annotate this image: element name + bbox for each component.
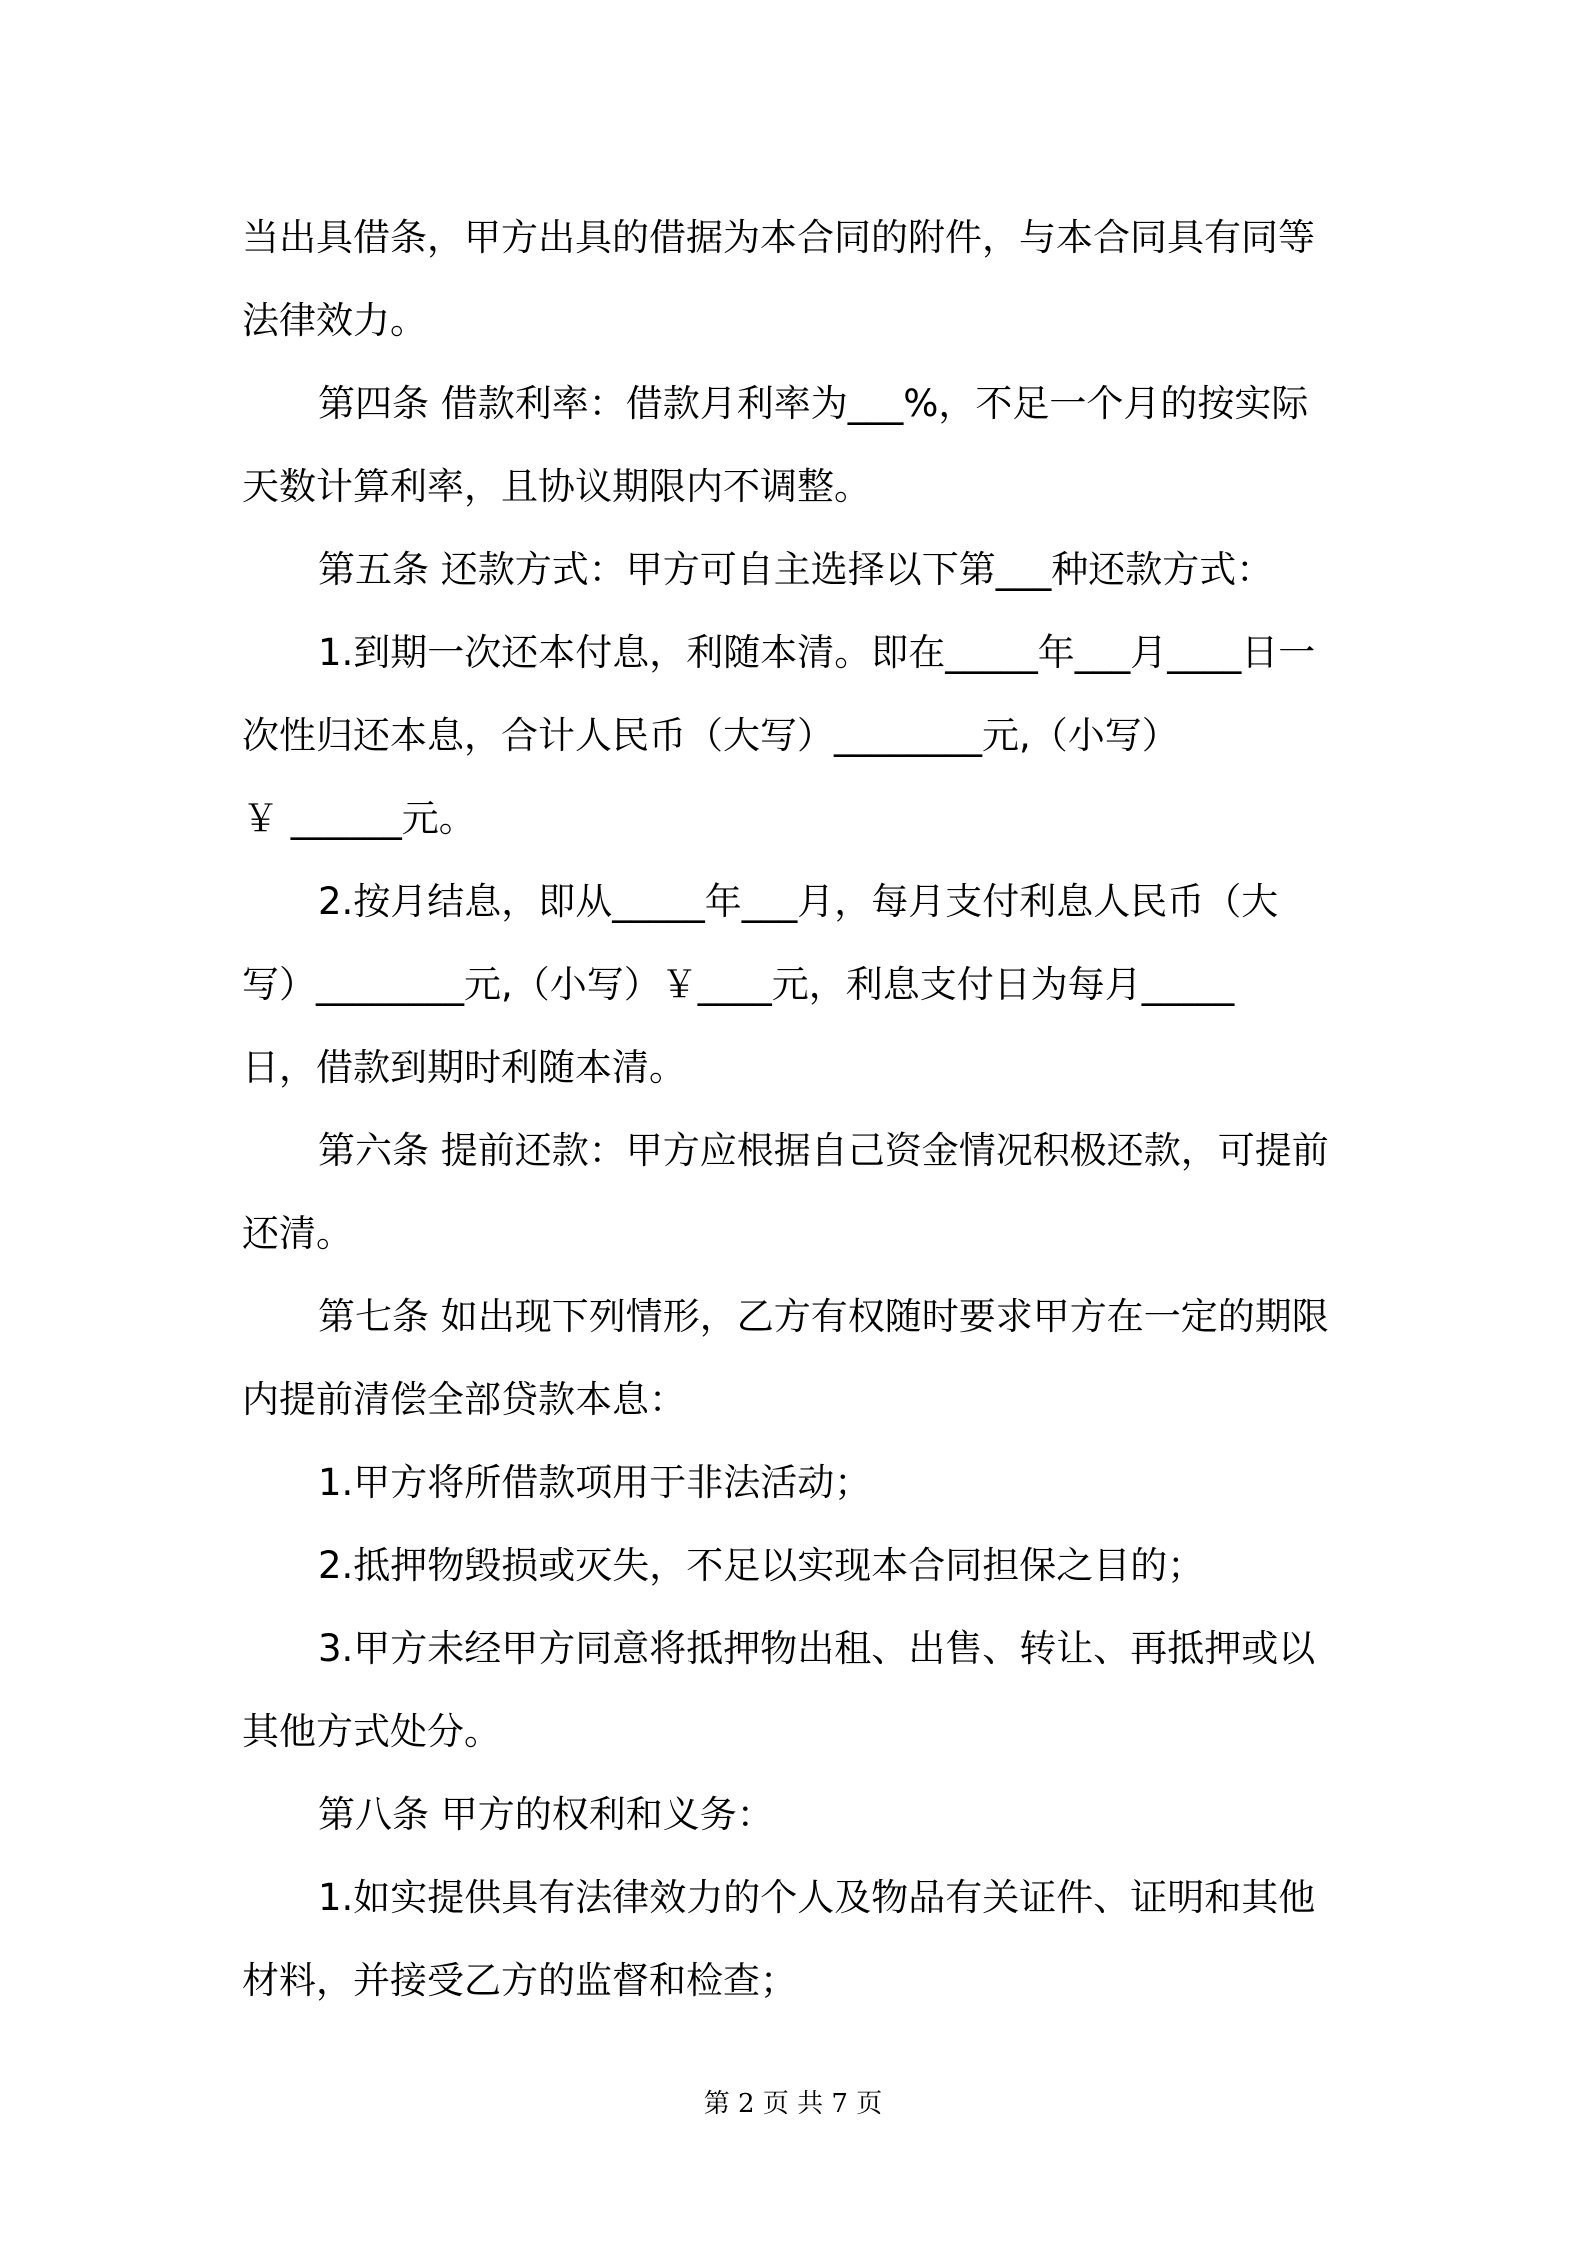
article-7-line: 第七条 如出现下列情形，乙方有权随时要求甲方在一定的期限 [318, 1295, 1329, 1338]
article-6-line: 第六条 提前还款：甲方应根据自己资金情况积极还款，可提前 [318, 1129, 1329, 1172]
text-line: 1.甲方将所借款项用于非法活动； [318, 1461, 872, 1504]
article-5-line: 第五条 还款方式：甲方可自主选择以下第___种还款方式： [318, 548, 1274, 591]
text-line: 次性归还本息，合计人民币（大写）________元,（小写） [242, 714, 1179, 757]
text-line: 2.抵押物毁损或灭失，不足以实现本合同担保之目的； [318, 1544, 1205, 1587]
article-4-line: 第四条 借款利率：借款月利率为___%，不足一个月的按实际 [318, 382, 1309, 425]
contract-body [242, 196, 1362, 2022]
text-line: 其他方式处分。 [242, 1710, 501, 1753]
text-line: 1.到期一次还本付息，利随本清。即在_____年___月____日一 [318, 631, 1316, 674]
text-line: 还清。 [242, 1212, 353, 1255]
page-number: 第 2 页 共 7 页 [703, 2089, 883, 2119]
text-line: 1.如实提供具有法律效力的个人及物品有关证件、证明和其他 [318, 1876, 1316, 1919]
article-8-line: 第八条 甲方的权利和义务： [318, 1793, 774, 1836]
text-line: 当出具借条，甲方出具的借据为本合同的附件，与本合同具有同等 [242, 216, 1315, 259]
text-line: 内提前清偿全部贷款本息： [242, 1378, 686, 1421]
text-line: ￥ ______元。 [242, 797, 476, 840]
text-line: 法律效力。 [242, 299, 427, 342]
text-line: 2.按月结息，即从_____年___月，每月支付利息人民币（大 [318, 880, 1279, 923]
text-line: 材料，并接受乙方的监督和检查； [242, 1959, 797, 2002]
text-line: 天数计算利率，且协议期限内不调整。 [242, 465, 871, 508]
text-line: 写）________元,（小写）￥____元，利息支付日为每月_____ [242, 963, 1235, 1006]
text-line: 3.甲方未经甲方同意将抵押物出租、出售、转让、再抵押或以 [318, 1627, 1316, 1670]
text-line: 日，借款到期时利随本清。 [242, 1046, 686, 1089]
